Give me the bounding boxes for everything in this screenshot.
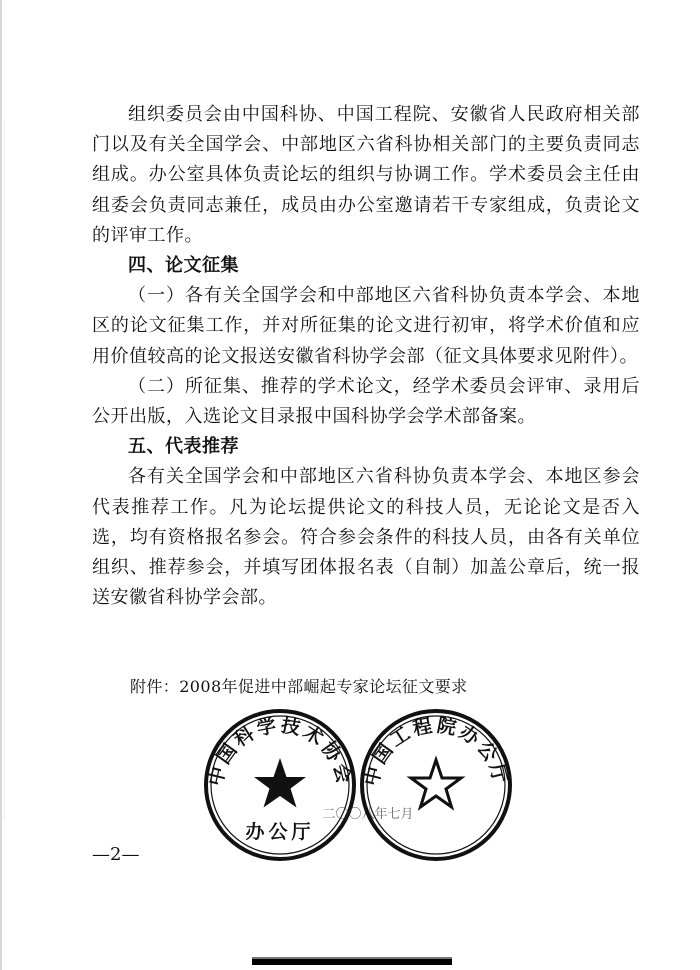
seal-cae (360, 711, 512, 859)
star-icon (254, 758, 306, 808)
heading-paper-collection: 四、论文征集 (128, 255, 239, 277)
svg-text:中国工程院办公厅 (360, 713, 512, 788)
seal-left-arc-text: 中国科学技术协会 (204, 714, 356, 789)
star-icon (411, 760, 461, 807)
paragraph-representative: 各有关全国学会和中部地区六省科协负责本学会、本地区参会代表推荐工作。凡为论坛提供论文的科技人员，无论论文是否入选，均有资格报名参会。符合参会条件的科技人员，由各有关单位组织、推荐参会，并填写团体报名表（自制）加盖公章后，统一报送安徽省科协学会部。 (92, 466, 640, 609)
seal-cast (204, 711, 357, 859)
page-number: —2— (92, 844, 140, 865)
heading-representative: 五、代表推荐 (128, 436, 239, 458)
document-body (92, 100, 640, 613)
paragraph-committee: 组织委员会由中国科协、中国工程院、安徽省人民政府相关部门以及有关全国学会、中部地区六省科协相关部门的主要负责同志组成。办公室具体负责论坛的组织与协调工作。学术委员会主任由组委会负责同志兼任，成员由办公室邀请若干专家组成，负责论文的评审工作。 (92, 104, 640, 246)
seal-left-bottom-text: 办公厅 (245, 821, 315, 843)
bottom-binding-bar (252, 957, 452, 965)
paragraph-collection-2: （二）所征集、推荐的学术论文，经学术委员会评审、录用后公开出版，入选论文目录报中国科协学会学术部备案。 (92, 375, 640, 428)
official-seals (200, 700, 530, 870)
scan-edge-faint (4, 120, 5, 820)
date-fragment: 二〇〇八年七月 (322, 807, 414, 822)
scan-edge (0, 0, 2, 970)
paragraph-collection-1: （一）各有关全国学会和中部地区六省科协负责本学会、本地区的论文征集工作，并对所征集的论文进行初审，将学术价值和应用价值较高的论文报送安徽省科协学会部（征文具体要求见附件）。 (92, 285, 640, 367)
seal-right-arc-text: 中国工程院办公厅 (360, 714, 512, 789)
attachment-line: 附件：2008年促进中部崛起专家论坛征文要求 (130, 677, 468, 696)
